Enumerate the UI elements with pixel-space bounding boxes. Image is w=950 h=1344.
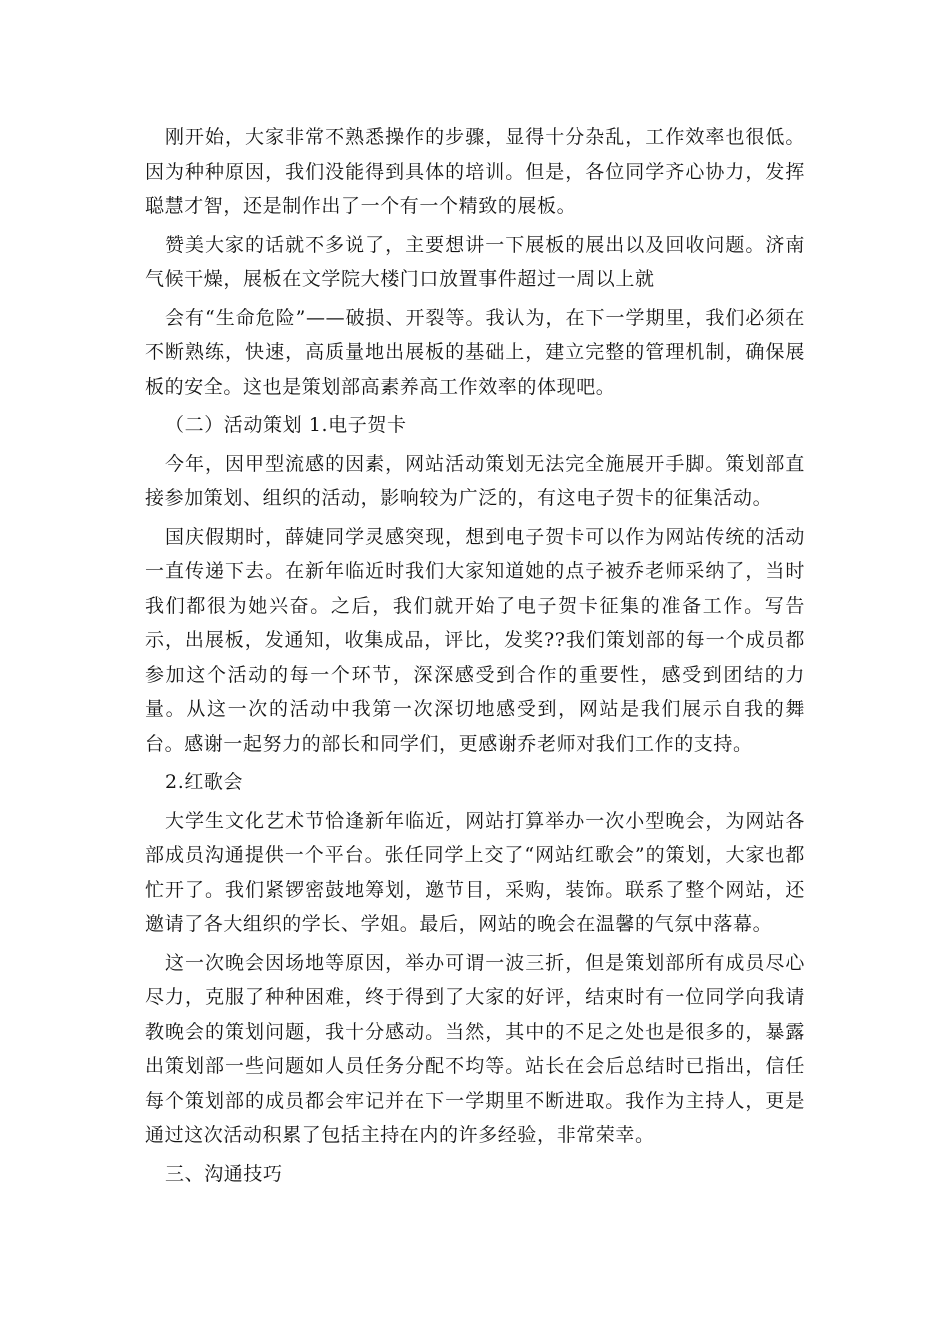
section-heading-activity-planning: （二）活动策划 1.电子贺卡: [165, 414, 407, 436]
paragraph-display-board: 赞美大家的话就不多说了，主要想讲一下展板的展出以及回收问题。济南气候干燥，展板在文学院大楼门口放置事件超过一周以上就: [145, 233, 805, 290]
paragraph-training: 刚开始，大家非常不熟悉操作的步骤，显得十分杂乱，工作效率也很低。因为种种原因，我们没能得到具体的培训。但是，各位同学齐心协力，发挥聪慧才智，还是制作出了一个有一个精致的展板。: [145, 126, 805, 217]
section-heading-red-song: 2.红歌会: [165, 771, 244, 793]
document-body: [145, 120, 805, 1195]
section-heading-communication: 三、沟通技巧: [165, 1162, 283, 1185]
paragraph-party-reflection: 这一次晚会因场地等原因，举办可谓一波三折，但是策划部所有成员尽心尽力，克服了种种困难，终于得到了大家的好评，结束时有一位同学向我请教晚会的策划问题，我十分感动。当然，其中的不足之处也是很多的，暴露出策划部一些问题如人员任务分配不均等。站长在会后总结时已指出，信任每个策划部的成员都会牢记并在下一学期里不断进取。我作为主持人，更是通过这次活动积累了包括主持在内的许多经验，非常荣幸。: [145, 951, 805, 1146]
paragraph-flu-impact: 今年，因甲型流感的因素，网站活动策划无法完全施展开手脚。策划部直接参加策划、组织的活动，影响较为广泛的，有这电子贺卡的征集活动。: [145, 452, 805, 509]
paragraph-ecard-campaign: 国庆假期时，薛婕同学灵感突现，想到电子贺卡可以作为网站传统的活动一直传递下去。在新年临近时我们大家知道她的点子被乔老师采纳了，当时我们都很为她兴奋。之后，我们就开始了电子贺卡征集的准备工作。写告示，出展板，发通知，收集成品，评比，发奖??我们策划部的每一个成员都参加这个活动的每一个环节，深深感受到合作的重要性，感受到团结的力量。从这一次的活动中我第一次深切地感受到，网站是我们展示自我的舞台。感谢一起努力的部长和同学们，更感谢乔老师对我们工作的支持。: [145, 525, 805, 755]
paragraph-board-management: 会有“生命危险”——破损、开裂等。我认为，在下一学期里，我们必须在不断熟练，快速，高质量地出展板的基础上，建立完整的管理机制，确保展板的安全。这也是策划部高素养高工作效率的体现吧。: [145, 306, 805, 398]
paragraph-red-song-party: 大学生文化艺术节恰逢新年临近，网站打算举办一次小型晚会，为网站各部成员沟通提供一个平台。张任同学上交了“网站红歌会”的策划，大家也都忙开了。我们紧锣密鼓地筹划，邀节目，采购，装饰。联系了整个网站，还邀请了各大组织的学长、学姐。最后，网站的晚会在温馨的气氛中落幕。: [145, 809, 805, 935]
